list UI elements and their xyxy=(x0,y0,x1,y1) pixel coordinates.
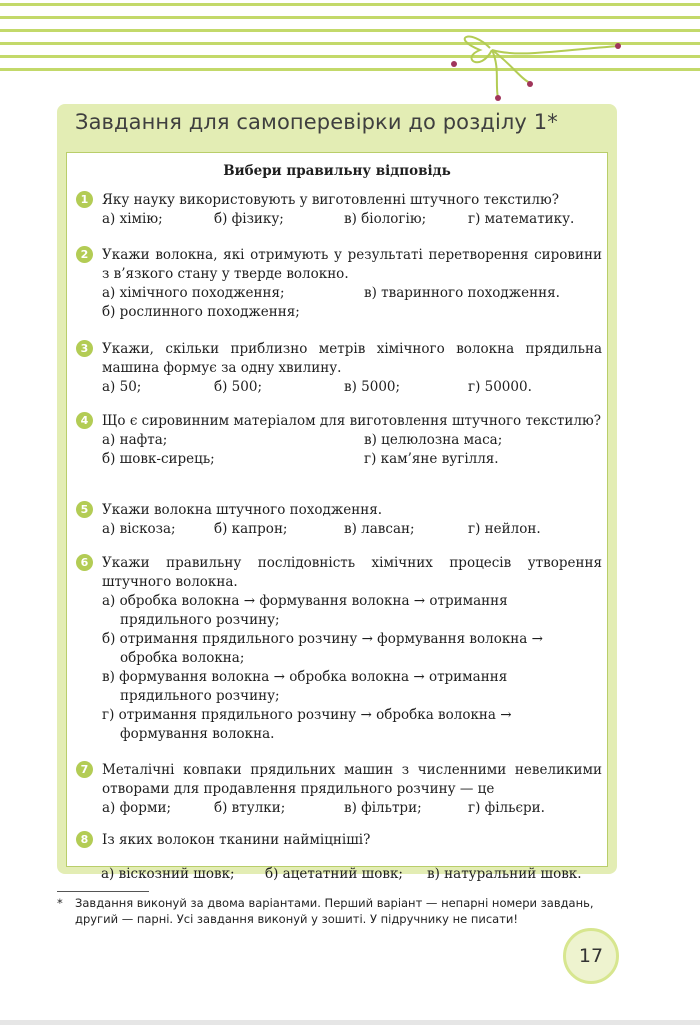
question-text: Укажи, скільки приблизно метрів хімічного волокна прядильна машина формує за одну хвилину. xyxy=(102,341,602,376)
answer-option: б) ацетатний шовк; xyxy=(265,866,403,882)
footnote-divider xyxy=(57,891,149,892)
question-8-options xyxy=(101,865,601,884)
question-text: Із яких волокон тканини найміцніші? xyxy=(102,832,371,848)
question-5 xyxy=(76,501,602,539)
answer-option: г) фільєри. xyxy=(468,800,545,816)
question-number-badge: 8 xyxy=(76,831,93,848)
answer-option: а) віскозний шовк; xyxy=(101,866,235,882)
answer-option: а) нафта; xyxy=(102,432,168,448)
ribbon-bow-icon xyxy=(440,28,640,108)
answer-option: а) форми; xyxy=(102,800,171,816)
answer-option: г) математику. xyxy=(468,211,575,227)
question-text: Укажи правильну послідовність хімічних процесів утворення штучного волокна. xyxy=(102,555,602,590)
answer-option: в) фільтри; xyxy=(344,800,422,816)
question-number-badge: 1 xyxy=(76,191,93,208)
answer-option: а) обробка волокна → формування волокна → отримання прядильного розчину; xyxy=(102,593,508,628)
question-number-badge: 4 xyxy=(76,412,93,429)
question-1 xyxy=(76,191,602,229)
answer-option: г) 50000. xyxy=(468,379,532,395)
page-number: 17 xyxy=(563,928,619,984)
answer-option: в) целюлозна маса; xyxy=(364,432,503,448)
question-number-badge: 2 xyxy=(76,246,93,263)
question-8 xyxy=(76,831,602,850)
question-number-badge: 7 xyxy=(76,761,93,778)
question-number-badge: 3 xyxy=(76,340,93,357)
answer-option: а) хімію; xyxy=(102,211,163,227)
answer-option: г) отримання прядильного розчину → обробка волокна → формування волокна. xyxy=(102,707,512,742)
question-3 xyxy=(76,340,602,397)
question-4 xyxy=(76,412,602,469)
answer-option: в) тваринного походження. xyxy=(364,285,560,301)
question-text: Укажи волокна, які отримують у результаті перетворення сировини з в’язкого стану у тверде волокно. xyxy=(102,247,602,282)
answer-option: в) лавсан; xyxy=(344,521,415,537)
answer-option: г) нейлон. xyxy=(468,521,541,537)
question-text: Що є сировинним матеріалом для виготовлення штучного текстилю? xyxy=(102,413,601,429)
answer-option: в) натуральний шовк. xyxy=(427,866,582,882)
answer-option: б) втулки; xyxy=(214,800,286,816)
footnote-mark: * xyxy=(57,896,63,910)
page-title: Завдання для самоперевірки до розділу 1* xyxy=(75,110,558,134)
bottom-edge xyxy=(0,1020,700,1025)
answer-option: а) хімічного походження; xyxy=(102,285,285,301)
answer-option: г) кам’яне вугілля. xyxy=(364,451,499,467)
answer-option: б) рослинного походження; xyxy=(102,304,300,320)
self-check-card xyxy=(57,104,617,874)
answer-option: в) біологію; xyxy=(344,211,427,227)
answer-option: б) отримання прядильного розчину → формування волокна → обробка волокна; xyxy=(102,631,543,666)
answer-option: б) шовк-сирець; xyxy=(102,451,215,467)
question-6 xyxy=(76,554,602,744)
questions-panel xyxy=(66,152,608,867)
answer-option: в) формування волокна → обробка волокна → отримання прядильного розчину; xyxy=(102,669,508,704)
instruction-heading: Вибери правильну відповідь xyxy=(223,163,451,179)
question-number-badge: 5 xyxy=(76,501,93,518)
answer-option: а) віскоза; xyxy=(102,521,176,537)
question-number-badge: 6 xyxy=(76,554,93,571)
answer-option: б) фізику; xyxy=(214,211,284,227)
question-text: Яку науку використовують у виготовленні штучного текстилю? xyxy=(102,192,559,208)
question-text: Укажи волокна штучного походження. xyxy=(102,502,383,518)
answer-option: а) 50; xyxy=(102,379,142,395)
footnote xyxy=(57,895,617,927)
question-text: Металічні ковпаки прядильних машин з численними невеликими отворами для продавлення прядильного розчину — це xyxy=(102,762,602,797)
question-7 xyxy=(76,761,602,818)
answer-option: в) 5000; xyxy=(344,379,401,395)
question-2 xyxy=(76,246,602,322)
answer-option: б) 500; xyxy=(214,379,263,395)
answer-option: б) капрон; xyxy=(214,521,288,537)
footnote-text: Завдання виконуй за двома варіантами. Перший варіант — непарні номери завдань, другий — парні. Усі завдання виконуй у зошиті. У підручнику не писати! xyxy=(75,896,594,926)
